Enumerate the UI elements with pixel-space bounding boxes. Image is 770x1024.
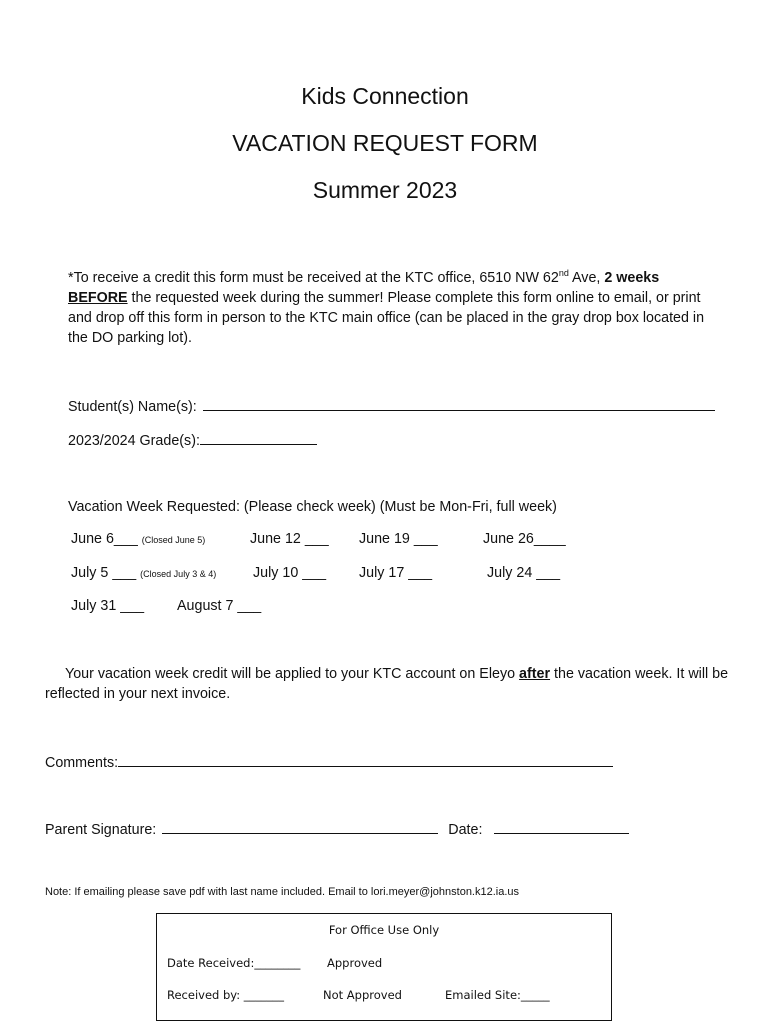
intro-superscript: nd <box>558 268 569 279</box>
grade-field[interactable] <box>200 430 317 445</box>
comments-label: Comments: <box>45 755 119 771</box>
season-title: Summer 2023 <box>312 177 458 203</box>
grade-row <box>68 430 317 451</box>
week-option[interactable] <box>359 565 432 581</box>
week-label: August 7 ___ <box>177 598 262 614</box>
office-not-approved: Not Approved <box>323 988 402 1002</box>
comments-field[interactable] <box>118 752 613 767</box>
email-note: Note: If emailing please save pdf with last name included. Email to lori.meyer@johnston.k12.ia.us <box>45 886 520 898</box>
signature-label: Parent Signature: <box>45 822 157 838</box>
credit-note <box>45 664 735 704</box>
signature-row <box>45 819 629 840</box>
office-title: For Office Use Only <box>328 923 440 937</box>
week-option[interactable] <box>177 598 261 614</box>
intro-text-1: *To receive a credit this form must be received at the KTC office, 6510 NW 62 <box>68 270 559 286</box>
signature-field[interactable] <box>162 819 438 834</box>
week-option[interactable] <box>71 531 205 547</box>
week-closed-note: (Closed June 5) <box>141 535 206 545</box>
intro-bold: 2 weeks <box>604 270 660 286</box>
week-option[interactable] <box>71 598 144 614</box>
form-title: VACATION REQUEST FORM <box>232 130 538 156</box>
grade-label: 2023/2024 Grade(s): <box>68 433 200 449</box>
week-label: June 19 ___ <box>359 531 438 547</box>
students-field[interactable] <box>203 396 715 411</box>
week-option[interactable] <box>250 531 329 547</box>
week-label: July 17 ___ <box>359 565 433 581</box>
org-title: Kids Connection <box>301 83 469 109</box>
week-option[interactable] <box>359 531 438 547</box>
week-option[interactable] <box>483 531 566 547</box>
week-closed-note: (Closed July 3 & 4) <box>140 569 217 579</box>
students-row <box>68 396 715 417</box>
comments-row <box>45 752 613 773</box>
intro-text-2: Ave, <box>568 270 605 286</box>
week-label: July 5 ___ <box>71 565 137 581</box>
weeks-heading: Vacation Week Requested: (Please check week) (Must be Mon-Fri, full week) <box>68 499 557 515</box>
intro-text-3: the requested week during the summer! Please complete this form online to email, or print and drop off this form in person to the KTC main office (can be placed in the gray drop box located in the DO parking lot). <box>68 290 705 346</box>
office-emailed-site: Emailed Site:_____ <box>445 988 550 1002</box>
week-label: July 24 ___ <box>487 565 561 581</box>
week-option[interactable] <box>71 565 216 581</box>
office-received-by: Received by: _______ <box>167 988 285 1002</box>
office-use-box <box>156 913 612 1021</box>
credit-text-2: the vacation week. It will be reflected in your next invoice. <box>45 666 729 702</box>
week-label: June 6___ <box>71 531 138 547</box>
week-option[interactable] <box>487 565 560 581</box>
week-label: June 12 ___ <box>250 531 329 547</box>
credit-text-1: Your vacation week credit will be applied to your KTC account on Eleyo <box>65 666 520 682</box>
students-label: Student(s) Name(s): <box>68 399 197 415</box>
date-field[interactable] <box>494 819 629 834</box>
week-label: June 26____ <box>483 531 566 547</box>
intro-before-emphasis: BEFORE <box>68 290 128 306</box>
intro-paragraph <box>68 268 708 348</box>
week-label: July 31 ___ <box>71 598 145 614</box>
date-label: Date: <box>448 822 483 838</box>
week-label: July 10 ___ <box>253 565 327 581</box>
office-date-received: Date Received:________ <box>167 956 301 970</box>
week-option[interactable] <box>253 565 326 581</box>
credit-after-emphasis: after <box>519 666 551 682</box>
office-approved: Approved <box>327 956 383 970</box>
